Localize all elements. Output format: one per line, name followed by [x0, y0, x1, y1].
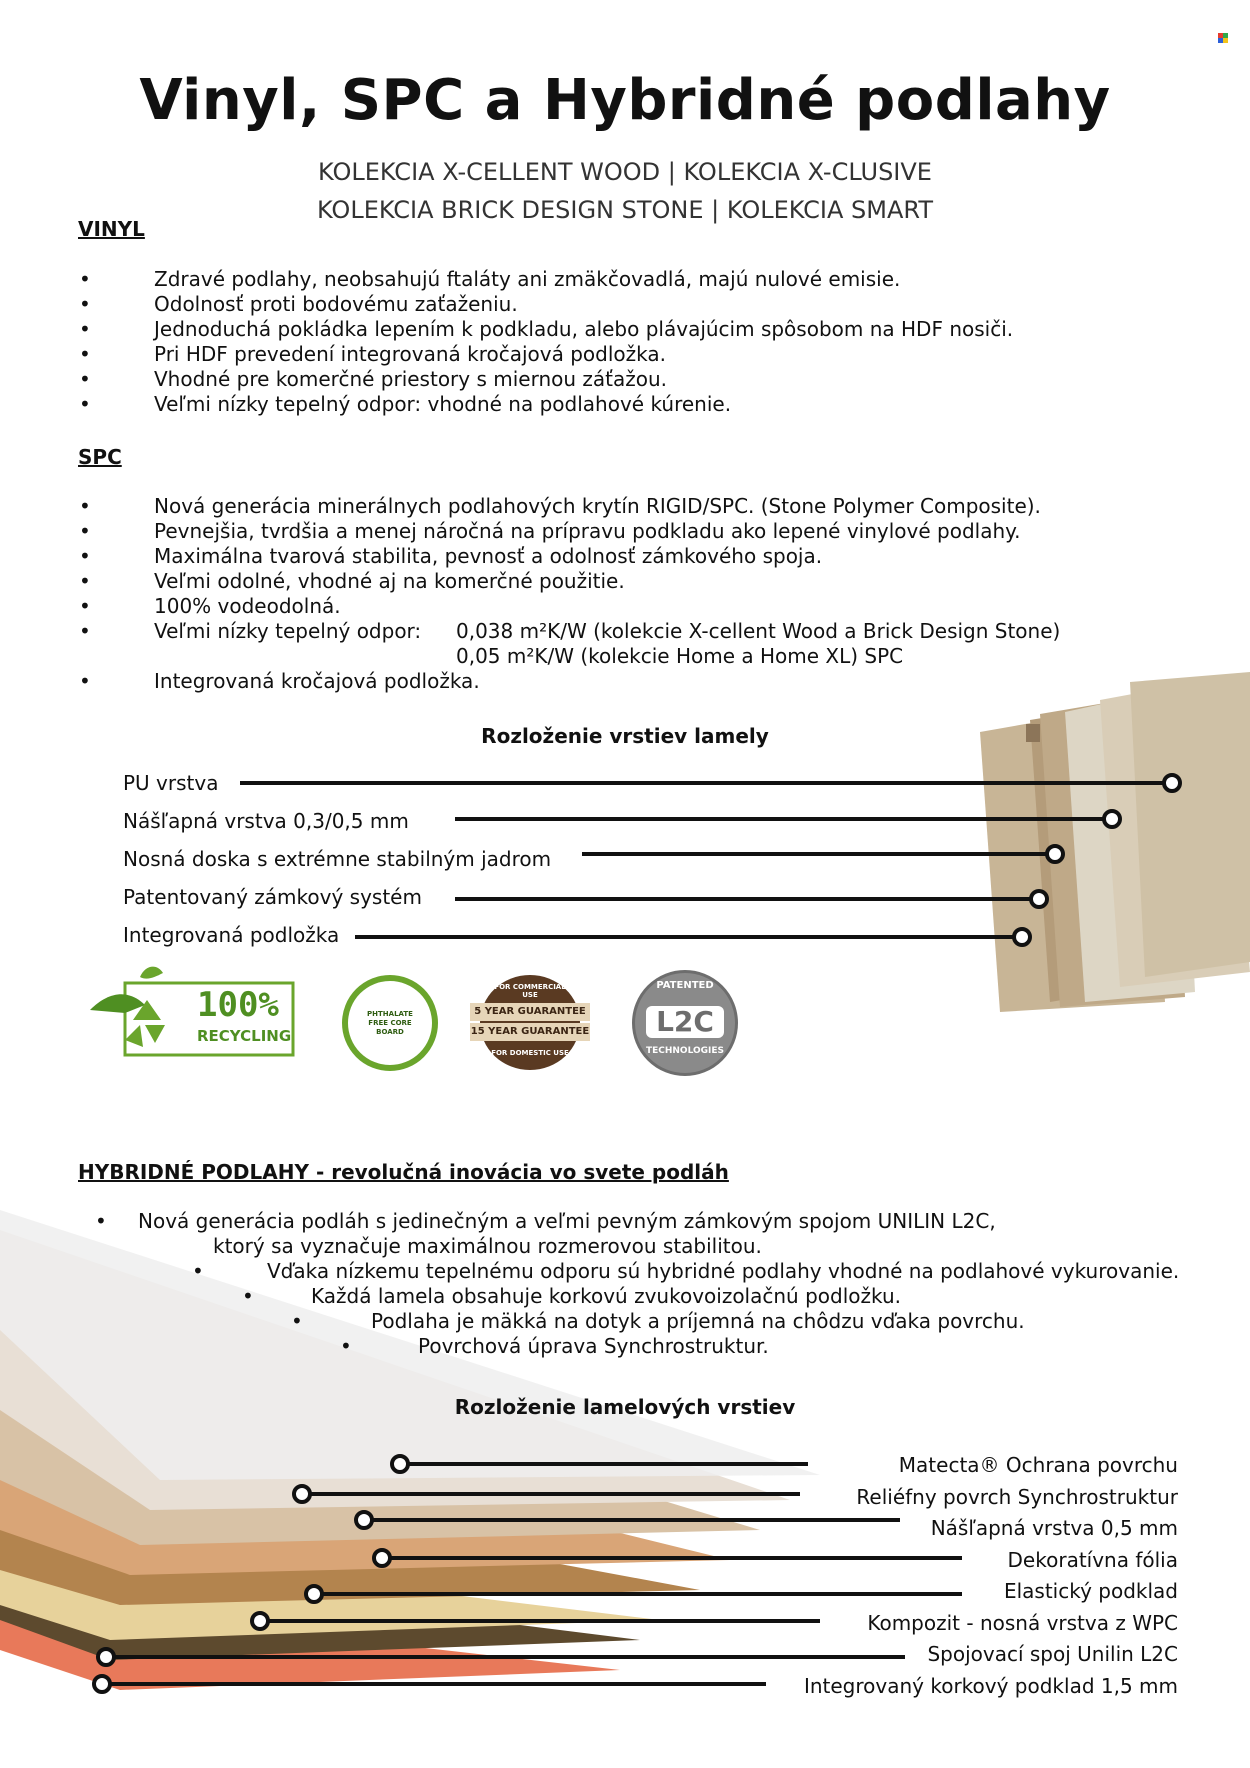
- list-item: • Integrovaná kročajová podložka.: [79, 669, 480, 693]
- hybrid-layer-label: Kompozit - nosná vrstva z WPC: [867, 1610, 1178, 1635]
- hybrid-layer-label: Dekoratívna fólia: [1007, 1547, 1178, 1572]
- spc-layer-label: Integrovaná podložka: [123, 923, 340, 947]
- vinyl-heading: VINYL: [78, 217, 145, 241]
- hybrid-layer-label: Nášľapná vrstva 0,5 mm: [930, 1516, 1178, 1540]
- subtitle-line-1: KOLEKCIA X-CELLENT WOOD | KOLEKCIA X-CLUSIVE: [318, 158, 932, 186]
- callout-dot: [374, 1550, 390, 1566]
- hybrid-layer-label: Integrovaný korkový podklad 1,5 mm: [803, 1673, 1178, 1698]
- spc-layer-label: Nášľapná vrstva 0,3/0,5 mm: [123, 809, 409, 833]
- spc-layer-label: PU vrstva: [123, 771, 219, 795]
- hybrid-layer-label: Elastický podklad: [1003, 1579, 1178, 1603]
- l2c-top-text: PATENTED: [656, 980, 714, 991]
- list-item: • Odolnosť proti bodovému zaťaženiu.: [79, 292, 518, 316]
- list-item: •: [340, 1334, 352, 1358]
- callout-dot: [306, 1586, 322, 1602]
- callout-dot: [94, 1676, 110, 1692]
- commercial-text: FOR COMMERCIAL USE: [494, 983, 566, 999]
- callout-dot: [98, 1649, 114, 1665]
- list-item: • Veľmi nízky tepelný odpor: vhodné na podlahové kúrenie.: [79, 392, 732, 416]
- list-item: • Veľmi nízky tepelný odpor: 0,038 m²K/W (kolekcie X-cellent Wood a Brick Design Stone): [79, 619, 1061, 643]
- list-item: Povrchová úprava Synchrostruktur.: [418, 1334, 769, 1358]
- list-item: •: [192, 1259, 204, 1283]
- list-item: Každá lamela obsahuje korkovú zvukovoizolačnú podložku.: [311, 1284, 901, 1308]
- hybrid-layer-label: Spojovací spoj Unilin L2C: [927, 1642, 1178, 1666]
- list-item: • Veľmi odolné, vhodné aj na komerčné použitie.: [79, 569, 625, 593]
- callout-dot: [252, 1613, 268, 1629]
- hybrid-layer-label: Reliéfny povrch Synchrostruktur: [856, 1484, 1178, 1509]
- phthalate-text: PHTHALATE FREE CORE BOARD: [367, 1009, 413, 1036]
- guarantee-15-text: 15 YEAR GUARANTEE: [470, 1023, 590, 1041]
- hybrid-heading: HYBRIDNÉ PODLAHY - revolučná inovácia vo svete podláh: [78, 1160, 729, 1184]
- spc-heading: SPC: [78, 445, 122, 469]
- recycling-percent: 100%: [197, 985, 279, 1025]
- list-item: • Pri HDF prevedení integrovaná kročajová podložka.: [79, 342, 666, 366]
- list-item: • Nová generácia minerálnych podlahových krytín RIGID/SPC. (Stone Polymer Composite).: [79, 494, 1041, 518]
- list-item: •: [242, 1284, 254, 1308]
- list-item: • Pevnejšia, tvrdšia a menej náročná na prípravu podkladu ako lepené vinylové podlahy.: [79, 519, 1021, 543]
- list-item: •: [291, 1309, 303, 1333]
- hybrid-layer-label: Matecta® Ochrana povrchu: [898, 1453, 1178, 1477]
- subtitle-line-2: KOLEKCIA BRICK DESIGN STONE | KOLEKCIA SMART: [317, 196, 933, 224]
- spc-layer-label: Patentovaný zámkový systém: [123, 885, 422, 909]
- list-item: Podlaha je mäkká na dotyk a príjemná na chôdzu vďaka povrchu.: [371, 1309, 1025, 1333]
- recycling-word: RECYCLING: [197, 1027, 292, 1045]
- list-item: •: [95, 1209, 107, 1233]
- l2c-bottom-text: TECHNOLOGIES: [645, 1046, 725, 1056]
- list-item: • Maximálna tvarová stabilita, pevnosť a odolnosť zámkového spoja.: [79, 544, 823, 568]
- hybrid-diagram-title: Rozloženie lamelových vrstiev: [454, 1395, 796, 1419]
- list-item: • Zdravé podlahy, neobsahujú ftaláty ani zmäkčovadlá, majú nulové emisie.: [79, 267, 901, 291]
- callout-dot: [356, 1512, 372, 1528]
- list-item: ktorý sa vyznačuje maximálnou rozmerovou stabilitou.: [213, 1234, 762, 1258]
- spc-layer-label: Nosná doska s extrémne stabilným jadrom: [123, 847, 552, 871]
- domestic-text: FOR DOMESTIC USE: [491, 1049, 569, 1057]
- l2c-mid-text: L2C: [646, 1006, 724, 1038]
- list-item: • 100% vodeodolná.: [79, 594, 341, 618]
- callout-dot: [294, 1486, 310, 1502]
- list-item: Nová generácia podláh s jedinečným a veľmi pevným zámkovým spojom UNILIN L2C,: [138, 1209, 996, 1233]
- page-title: Vinyl, SPC a Hybridné podlahy: [139, 68, 1111, 133]
- guarantee-5-text: 5 YEAR GUARANTEE: [470, 1003, 590, 1021]
- spc-diagram-title: Rozloženie vrstiev lamely: [481, 724, 769, 748]
- list-item: Vďaka nízkemu tepelnému odporu sú hybridné podlahy vhodné na podlahové vykurovanie.: [267, 1259, 1180, 1283]
- callout-dot: [392, 1456, 408, 1472]
- list-item: • Jednoduchá pokládka lepením k podkladu, alebo plávajúcim spôsobom na HDF nosiči.: [79, 317, 1014, 341]
- list-item: 0,05 m²K/W (kolekcie Home a Home XL) SPC: [456, 644, 904, 668]
- list-item: • Vhodné pre komerčné priestory s miernou záťažou.: [79, 367, 668, 391]
